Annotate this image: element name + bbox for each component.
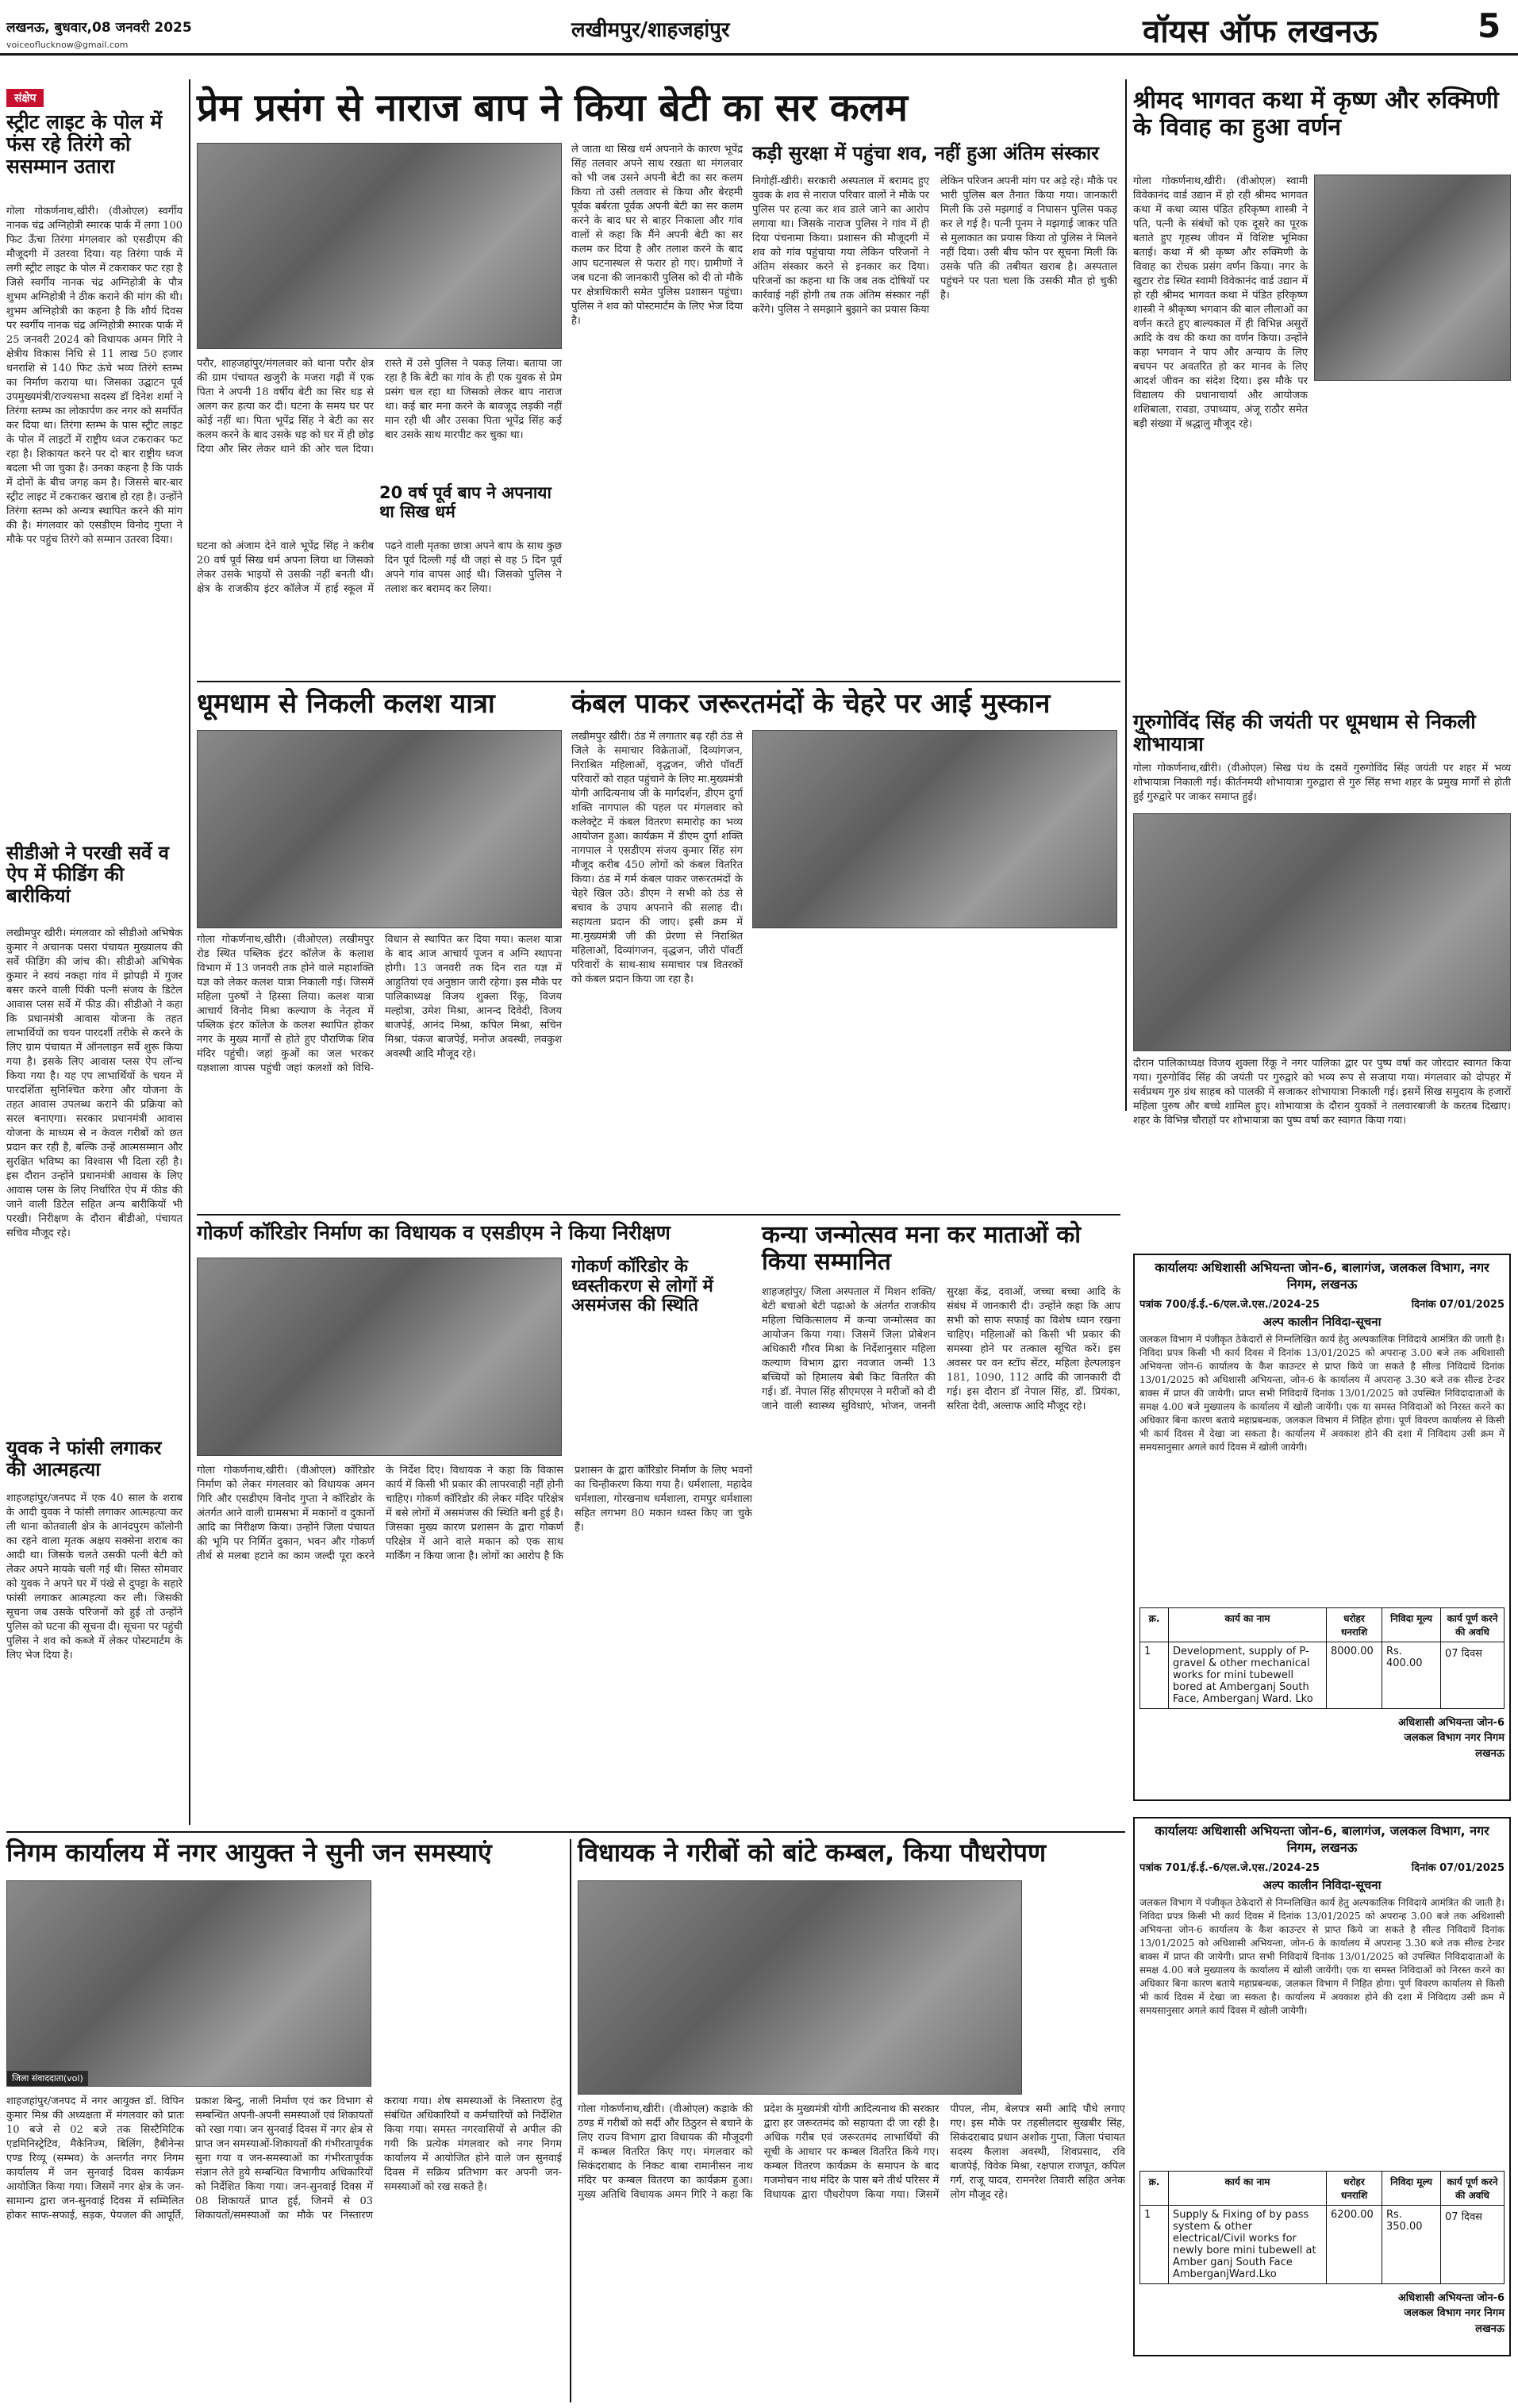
tender2-office: कार्यालयः अधिशासी अभियन्ता जोन-6, बालागंज, जलकल विभाग, नगर निगम, लखनऊ [1155,1823,1489,1855]
tender2-cell-deposit: 6200.00 [1327,2205,1382,2283]
tender2-col-deposit: धरोहर धनराशि [1327,2171,1382,2205]
gurugovind-body2: दौरान पालिकाध्यक्ष विजय शुक्ला रिंकू ने नगर पालिका द्वार पर पुष्प वर्षा कर जोरदार स्वागत किया गया। गुरुगोविंद सिंह की जयंती पर गुरुद्वारे को भव्य रूप से सजाया गया। मंगलवार को दोपहर में सर्वप्रथम गुरु ग्रंथ साहब को पालकी में सजाकर शोभायात्रा निकाली गई। इसमें सिख समुदाय के हजारों महिला पुरुष और बच्चे शामिल हुए। शोभायात्रा के दौरान युवकों ने तलवारबाजी के करतब दिखाए। शहर के विभिन्न चौराहों पर शोभायात्रा का पुष्प वर्षा कर स्वागत किया गया। [1133,1058,1515,1127]
main-headline: प्रेम प्रसंग से नाराज बाप ने किया बेटी का सर कलम [197,86,908,130]
brief2-headline: सीडीओ ने परखी सर्वे व ऐप में फीडिंग की बारीकियां [6,842,169,907]
tender2-cell-period: 07 दिवस [1441,2205,1505,2283]
tender1-col-sn: क्र. [1140,1607,1169,1642]
tender2-cell-sn: 1 [1140,2205,1169,2283]
cremation-body: निगोहीं-खीरी। सरकारी अस्पताल में बरामद हुए युवक के शव से नाराज परिवार वालों ने मौके पर पुलिस पर हत्या कर शव डाले जाने का आरोप लगाया था। जिसके नाराज पुलिस ने गांव में ही दिया पंचनामा किया। प्रशासन की मौजूदगी में शव को गांव पहुंचाया गया लेकिन परिजनों ने अंतिम संस्कार करने से इनकार कर दिया। परिजनों का कहना था कि जब तक दोषियों पर कार्रवाई नहीं होगी तब तक अंतिम संस्कार नहीं करेंगे। पुलिस ने समझाने बुझाने का प्रयास किया लेकिन परिजन अपनी मांग पर अड़े रहे। मौके पर भारी पुलिस बल तैनात किया गया। जानकारी मिली कि उसे मझगाई व निघासन पुलिस पकड़ कर ले गई है। पत्नी पूनम ने मझगाई जाकर पति से मुलाकात का प्रयास किया तो पुलिस ने मिलने नहीं दिया। उसी बीच फोन पर सूचना मिली कि उसके पति की तबीयत खराब है। अस्पताल पहुंचने पर पता चला कि उसकी मौत हो चुकी है। [752,175,1121,316]
tender1-title: अल्प कालीन निविदा-सूचना [1262,1314,1382,1329]
page-number: 5 [1478,6,1501,45]
tender1-cell-work: Development, supply of P-gravel & other mechanical works for mini tubewell bored at Amberganj South Face, Amberganj Ward. Lko [1169,1642,1327,1708]
tender1-col-price: निविदा मूल्य [1382,1607,1441,1642]
mla-blanket-body: गोला गोकर्णनाथ,खीरी। (वीओएल) कड़ाके की ठण्ड में गरीबों को सर्दी और ठिठुरन से बचाने के लिए राज्य विभाग द्वारा विधायक की मौजूदगी में कम्बल वितरित किए गए। मंगलवार को सिकंदराबाद के निकट बाबा रामानीसन नाथ मंदिर पर कम्बल वितरण का कार्यक्रम हुआ। मुख्य अतिथि विधायक अमन गिरि ने कहा कि प्रदेश के मुख्यमंत्री योगी आदित्यनाथ की सरकार द्वारा हर जरूरतमंद को सहायता दी जा रही है। अधिक गरीब एवं जरूरतमंद लाभार्थियों की सूची के आधार पर कम्बल वितरित किये गए। कम्बल वितरण कार्यक्रम के समापन के बाद गजमोचन नाथ मंदिर के पास बने तीर्थ परिसर में विधायक द्वारा पौधरोपण किया गया। जिसमें पीपल, नीम, बेलपत्र समी आदि पौधे लगाए गए। इस मौके पर तहसीलदार सुखबीर सिंह, सिकंदराबाद प्रधान अशोक गुप्ता, जिला पंचायत सदस्य कैलाश अवस्थी, शिवप्रसाद, रवि बाजपेई, विवेक मिश्रा, रक्षपाल राजपूत, कपिल गर्ग, राजू यादव, रामनरेश तिवारी सहित अनेक लोग मौजूद रहे। [578,2103,1129,2201]
tender1-date: दिनांक 07/01/2025 [1411,1298,1505,1311]
main-subhead: 20 वर्ष पूर्व बाप ने अपनाया था सिख धर्म [379,484,562,521]
tender2-col-work: कार्य का नाम [1169,2171,1327,2205]
tender1-col-period: कार्य पूर्ण करने की अवधि [1441,1607,1505,1642]
tender-notice-1 [1133,1254,1511,1801]
section-title: लखीमपुर/शाहजहांपुर [571,18,730,42]
tender2-ref: पत्रांक 701/ई.ई.-6/एल.जे.एस./2024-25 [1139,1861,1320,1874]
tender2-cell-price: Rs. 350.00 [1382,2205,1441,2283]
cremation-headline: कड़ी सुरक्षा में पहुंचा शव, नहीं हुआ अंतिम संस्कार [752,142,1099,164]
tender2-col-sn: क्र. [1140,2171,1169,2205]
gokarn-photo [197,1258,562,1456]
gurugovind-headline: गुरुगोविंद सिंह की जयंती पर धूमधाम से निकली शोभायात्रा [1133,710,1476,755]
table-row [1140,2205,1505,2283]
tender1-cell-price: Rs. 400.00 [1382,1642,1441,1708]
h-divider-2 [197,1214,1120,1216]
mla-blanket-headline: विधायक ने गरीबों को बांटे कम्बल, किया पौधरोपण [578,1838,1047,1868]
tender1-sign2: जलकल विभाग नगर निगम [1404,1732,1505,1745]
gurugovind-body: गोला गोकर्णनाथ,खीरी। (वीओएल) सिख पंथ के दसवें गुरुगोविंद सिंह जयंती पर शहर में भव्य शोभायात्रा निकाली गई। कीर्तनमयी शोभायात्रा गुरुद्वारा से गुरु सिंह सभा शहर के प्रमुख मार्गों से होती हुई गुरुद्वारे पर जाकर समाप्त हुई। [1133,762,1515,803]
nigam-photo [6,1880,371,2087]
brief2-body: लखीमपुर खीरी। मंगलवार को सीडीओ अभिषेक कुमार ने अचानक पसरा पंचायत मुख्यालय की सर्वे फीडिंग की जांच की। सीडीओ अभिषेक कुमार ने स्वयं नकहा गांव में झोपड़ी में गुजर बसर करने वाली पिंकी पत्नी संजय के डिटेल आवास प्लस सर्वे में फीड की। सीडीओ ने कहा कि प्रधानमंत्री आवास योजना के तहत लाभार्थियों का चयन पारदर्शी तरीके से करने के लिए ग्राम पंचायत में ऑनलाइन सर्वे शुरू किया गया है। इसके लिए आवास प्लस ऐप लॉन्च किया गया है। यह एप लाभार्थियों के चयन में पारदर्शिता सुनिश्चित करेगा और योजना के तहत आवास उपलब्ध कराने की प्रक्रिया को सरल बनाएगा। सरकार प्रधानमंत्री आवास योजना के माध्यम से न केवल गरीबों को छत प्रदान कर रही है, बल्कि उन्हें आत्मसम्मान और सुरक्षित भविष्य का विश्वास भी दिला रही है। इस दौरान उन्होंने प्रधानमंत्री आवास के लिए आवास प्लस के लिए निर्धारित ऐप में फीड की जाने वाली डिटेल सहित अन्य बारीकियों भी परखी। निरीक्षण के दौरान बीडीओ, पंचायत सचिव मौजूद रहे। [6,927,186,1239]
tender1-cell-period: 07 दिवस [1441,1642,1505,1708]
tender1-cell-deposit: 8000.00 [1327,1642,1382,1708]
bottom-divider [570,1839,571,2402]
date-line: लखनऊ, बुधवार,08 जनवरी 2025 [6,20,192,36]
main-body: परौर, शाहजहांपुर/मंगलवार को थाना परौर क्षेत्र की ग्राम पंचायत खजुरी के मजरा गढ़ी में एक पिता ने अपनी 18 वर्षीय बेटी का सिर धड़ से अलग कर हत्या कर दी। घटना के समय घर पर कोई नहीं था। पिता भूपेंद्र सिंह ने बेटी का सर कलम करने के बाद उसके धड़ को घर में ही छोड़ दिया और सिर लेकर थाने की ओर चल दिया। रास्ते में उसे पुलिस ने पकड़ लिया। बताया जा रहा है कि बेटी का गांव के ही एक युवक से प्रेम प्रसंग चल रहा था जिसको लेकर बाप नाराज था। कई बार मना करने के बावजूद लड़की नहीं मान रही थी और उसका पिता भूपेंद्र सिंह कई बार उसके साथ मारपीट कर चुका था। [197,358,566,455]
tender2-body: जलकल विभाग में पंजीकृत ठेकेदारों से निम्नलिखित कार्य हेतु अल्पकालिक निविदाये आमंत्रित की जाती है। निविदा प्रपत्र किसी भी कार्य दिवस में दिनांक 13/01/2025 को अपरान्ह 3.00 बजे तक अधिशासी अभियन्ता जोन-6 कार्यालय के कैश काउन्टर से प्राप्त किये जा सकते है सील्ड निविदायें दिनांक 13/01/2025 को अधिशासी अभियन्ता, जोन-6 के कार्यालय में अपरान्ह 3.30 बजे तक सील्ड टेन्डर बाक्स में प्राप्त की जायेगी। प्राप्त सभी निविदायें दिनांक 13/01/2025 को उपस्थित निविदादाताओं के समक्ष 4.00 बजे मुख्यालय के कार्यालय में खोली जायेंगी। एक या समस्त निविदाओं को निरस्त करने का अधिकार बिना कारण बताये महाप्रबन्धक, जलकल विभाग में निहित होगा। पूर्ण विवरण कार्यालय से किसी भी कार्य दिवस में देखा जा सकता है। कार्यालय में अवकाश होने की दशा में निविदाय उसी क्रम में समयसानुसार अगले कार्य दिवस में खोली जायेगी। [1139,1896,1508,2016]
column-divider [189,79,190,1825]
shrimad-photo [1314,175,1511,381]
tender1-body: जलकल विभाग में पंजीकृत ठेकेदारों से निम्नलिखित कार्य हेतु अल्पकालिक निविदाये आमंत्रित की जाती है। निविदा प्रपत्र किसी भी कार्य दिवस में दिनांक 13/01/2025 को अपरान्ह 3.00 बजे तक अधिशासी अभियन्ता जोन-6 कार्यालय के कैश काउन्टर से प्राप्त किये जा सकते है सील्ड निविदायें दिनांक 13/01/2025 को अधिशासी अभियन्ता, जोन-6 के कार्यालय में अपरान्ह 3.30 बजे तक सील्ड टेन्डर बाक्स में प्राप्त की जायेगी। प्राप्त सभी निविदायें दिनांक 13/01/2025 को उपस्थित निविदादाताओं के समक्ष 4.00 बजे मुख्यालय के कार्यालय में खोली जायेंगी। एक या समस्त निविदाओं को निरस्त करने का अधिकार बिना कारण बताये महाप्रबन्धक, जलकल विभाग में निहित होगा। पूर्ण विवरण कार्यालय से किसी भी कार्य दिवस में देखा जा सकता है। कार्यालय में अवकाश होने की दशा में निविदाय उसी क्रम में समयसानुसार अगले कार्य दिवस में खोली जायेगी। [1139,1333,1508,1453]
main-body2: घटना को अंजाम देने वाले भूपेंद्र सिंह ने करीब 20 वर्ष पूर्व सिख धर्म अपना लिया था जिसको लेकर उसके भाइयों से उसकी नहीं बनती थी। क्षेत्र के राजकीय इंटर कॉलेज में हाई स्कूल में पढ़ने वाली मृतका छात्रा अपने बाप के साथ कुछ दिन पूर्व दिल्ली गई थी जहां से वह 5 दिन पूर्व अपने गांव वापस आई थी। जिसको पुलिस ने तलाश कर बरामद कर लिया। [197,540,566,595]
brief3-body: शाहजहांपुर/जनपद में एक 40 साल के शराब के आदी युवक ने फांसी लगाकर आत्महत्या कर ली थाना कोतवाली क्षेत्र के आनंदपुरम कॉलोनी का रहने वाला मृतक अक्षय सक्सेना शराब का आदी था। जिसके चलते उसकी पत्नी बेटी को लेकर अपने मायके चली गई थी। सिस्त सोमवार को युवक ने अपने घर में पंखे से दुपट्टा के सहारे फांसी लगाकर आत्महत्या कर ली। जिसकी सूचना जब उसके परिजनों को हुई तो उन्होंने पुलिस को घटना की सूचना दी। सूचना पर पहुंची पुलिस ने शव को कब्जे में लेकर पोस्टमार्टम के लिए भेज दिया है। [6,1492,186,1661]
masthead [0,0,1518,56]
tender2-sign1: अधिशासी अभियन्ता जोन-6 [1397,2291,1505,2304]
email: voiceoflucknow@gmail.com [6,40,129,50]
paper-name: वॉयस ऑफ लखनऊ [1143,13,1378,50]
brief3-headline: युवक ने फांसी लगाकर की आत्महत्या [6,1437,162,1481]
brief-label: संक्षेप [6,89,44,107]
h-divider-3 [6,1831,1125,1833]
shrimad-headline: श्रीमद भागवत कथा में कृष्ण और रुक्मिणी के विवाह का हुआ वर्णन [1133,86,1499,141]
tender1-office: कार्यालयः अधिशासी अभियन्ता जोन-6, बालागंज, जलकल विभाग, नगर निगम, लखनऊ [1155,1260,1489,1292]
kalash-body: गोला गोकर्णनाथ,खीरी। (वीओएल) लखीमपुर रोड स्थित पब्लिक इंटर कॉलेज के कलाश विभाग में 13 जनवरी तक होने वाले महाशक्ति यज्ञ को लेकर कलश यात्रा निकाली गई। जिसमें महिला पुरुषों ने हिस्सा लिया। कलश यात्रा आचार्य विनोद मिश्रा कल्याण के नेतृत्व में पब्लिक इंटर कॉलेज के कलश स्थापित होकर नगर के मुख्य मार्गों से होते हुए पौराणिक शिव मंदिर पहुंची। जहां कुओं का जल भरकर यज्ञशाला वापस पहुंची जहां कलशों को विधि-विधान से स्थापित कर दिया गया। कलश यात्रा के बाद आज आचार्य पूजन व अग्नि स्थापना होगी। 13 जनवरी तक दिन रात यज्ञ में आहुतियां एवं अनुष्ठान जारी रहेगा। इस मौके पर पालिकाध्यक्ष विजय शुक्ला रिंकू, विजय मल्होत्रा, उमेश मिश्रा, आनन्द दिवेदी, विजय बाजपेई, आनंद मिश्रा, कपिल मिश्रा, सचिन मिश्रा, पंकज बाजपेई, मनोज अवस्थी, लवकुश अवस्थी आदि मौजूद रहे। [197,934,566,1074]
tender2-col-period: कार्य पूर्ण करने की अवधि [1441,2171,1505,2205]
tender1-col-deposit: धरोहर धनराशि [1327,1607,1382,1642]
tender2-sign2: जलकल विभाग नगर निगम [1404,2307,1505,2320]
gokarn-body: गोला गोकर्णनाथ,खीरी। (वीओएल) कॉरिडोर निर्माण को लेकर मंगलवार को विधायक अमन गिरि और एसडीएम विनोद गुप्ता ने कॉरिडोर के अंतर्गत आने वाली ग्रामसभा में मकानों व दुकानों आदि का निरीक्षण किया। उन्होंने जिला पंचायत की भूमि पर निर्मित दुकान, भवन और गोकर्ण तीर्थ से मलबा हटाने का काम जल्दी पूरा करने के निर्देश दिए। विधायक ने कहा कि विकास कार्य में किसी भी प्रकार की लापरवाही नहीं होनी चाहिए। गोकर्ण कॉरिडोर की लेकर मंदिर परिक्षेत्र में बसे लोगों में असमंजस की स्थिति बनी हुई है। जिसका मुख्य कारण प्रशासन के द्वारा गोकर्ण परिक्षेत्र में आने वाले मकान को एक साथ मार्किंग न किया जाना है। लोगों का आरोप है कि प्रशासन के द्वारा कॉरिडोर निर्माण के लिए भवनों का चिन्हीकरण किया गया है। धर्मशाला, महादेव धर्मशाला, गोरखनाथ धर्मशाला, रामपुर धर्मशाला सहित लगभग 80 मकान ध्वस्त किए जा चुके हैं। [197,1465,756,1562]
brief-body: गोला गोकर्णनाथ,खीरी। (वीओएल) स्वर्गीय नानक चंद्र अग्निहोत्री स्मारक पार्क में लगा 100 फिट ऊँचा तिरंगा मंगलवार को एसडीएम की मौजूदगी में उतरवा दिया। यह तिरंगा पार्क में लगी स्ट्रीट लाइट के पोल में टकराकर फट रहा है जिसे स्वर्गीय नानक चंद्र अग्निहोत्री के पौत्र शुभम अग्निहोत्री ने ठीक कराने की मांग की थी। शुभम अग्निहोत्री का कहना है कि शौर्य दिवस पर स्वर्गीय नानक चंद्र अग्निहोत्री स्मारक पार्क में 25 जनवरी 2024 को विधायक अमन गिरि ने क्षेत्रीय विकास निधि से 11 लाख 50 हजार धनराशि से 140 फिट ऊंचे भव्य तिरंगे स्तम्भ का निर्माण कराया था। जिसका उद्घाटन पूर्व उपमुख्यमंत्री/राज्यसभा सदस्य डॉ दिनेश शर्मा ने तिरंगा स्तम्भ का लोकार्पण कर नगर को समर्पित कर दिया था। तिरंगा स्तम्भ के पास स्ट्रीट लाइट के पोल में लाइटों में राष्ट्रीय ध्वज टकराकर फट रहा है। शिकायत करने पर दो बार राष्ट्रीय ध्वज बदला भी जा चुका है। उनका कहना है कि पार्क में दोनों के बीच जगह कम है। जिससे बार-बार स्ट्रीट लाइट में टकराकर खराब हो रहा है। उन्होंने तिरंगा स्तम्भ को अन्यत्र स्थापित करने की मांग की है। मंगलवार को एसडीएम विनोद गुप्ता ने मौके पर पहुंच तिरंगे को सम्मान उतरवा दिया। [6,205,186,546]
gokarn-headline: गोकर्ण कॉरिडोर निर्माण का विधायक व एसडीएम ने किया निरीक्षण [197,1221,671,1244]
table-row [1140,1642,1505,1708]
kalash-photo [197,730,562,928]
tender2-sign3: लखनऊ [1475,2322,1505,2335]
tender2-col-price: निविदा मूल्य [1382,2171,1441,2205]
main-photo [197,143,562,349]
kanya-body: शाहजहांपुर/ जिला अस्पताल में मिशन शक्ति/बेटी बचाओ बेटी पढ़ाओ के अंतर्गत राजकीय महिला चिकित्सालय में कन्या जन्मोत्सव का आयोजन किया गया। जिसमें जिला प्रोबेशन अधिकारी गौरव मिश्रा के निर्देशानुसार महिला कल्याण विभाग द्वारा नवजात जन्मी 13 बच्चियों को हिमालय बेबी किट वितरित की गई। डॉ. नेपाल सिंह सीएमएस ने मरीजों को दी जाने वाली स्वास्थ्य सुविधाएं, भोजन, जननी सुरक्षा केंद्र, दवाओं, जच्चा बच्चा आदि के संबंध में जानकारी दी। उन्होंने कहा कि आप सभी को साफ सफाई का विशेष ध्यान रखना चाहिए। महिलाओं को किसी भी प्रकार की समस्या होने पर तत्काल सूचित करें। इस अवसर पर वन स्टॉप सेंटर, महिला हेल्पलाइन 181, 1090, 112 आदि की जानकारी दी गई। इस दौरान डॉ नेपाल सिंह, डॉ. प्रियंका, सरिता देवी, अल्ताफ आदि मौजूद रहे। [762,1286,1124,1412]
nigam-photo-caption: जिला संवाददाता(vol) [7,2071,88,2086]
nigam-headline: निगम कार्यालय में नगर आयुक्त ने सुनी जन समस्याएं [6,1838,492,1868]
blanket-body: लखीमपुर खीरी। ठंड में लगातार बढ़ रही ठंड से जिले के समाचार विक्रेताओं, दिव्यांगजन, निराश्रित महिलाओं, वृद्धजन, जीरो पॉवर्टी परिवारों को राहत पहुंचाने के लिए मा.मुख्यमंत्री योगी आदित्यनाथ जी के मार्गदर्शन, डीएम दुर्गा शक्ति नागपाल की पहल पर मंगलवार को कलेक्ट्रेट में कंबल वितरण समारोह का भव्य आयोजन हुआ। कार्यक्रम में डीएम दुर्गा शक्ति नागपाल ने एसडीएम संजय कुमार सिंह संग मौजूद करीब 450 लोगों को कंबल वितरित किया। ठंड में गर्म कंबल पाकर जरूरतमंदों के चेहरे खिल उठे। डीएम ने सभी को ठंड से बचाव के उपाय अपनाने की सलाह दी। सहायता प्रदान की जाए। इसी क्रम में मा.मुख्यमंत्री जी की प्रेरणा से निराश्रित महिलाओं, दिव्यांगजन, वृद्धजन, जीरो पॉवर्टी परिवारों के साथ-साथ समाचार पत्र वितरकों को कंबल प्रदान किया जा रहा है। [571,731,747,985]
tender1-cell-sn: 1 [1140,1642,1169,1708]
tender1-ref: पत्रांक 700/ई.ई.-6/एल.जे.एस./2024-25 [1139,1298,1320,1311]
mla-blanket-photo [578,1880,1022,2095]
tender2-date: दिनांक 07/01/2025 [1411,1861,1505,1874]
tender1-sign3: लखनऊ [1475,1747,1505,1760]
main-body3: ले जाता था सिख धर्म अपनाने के कारण भूपेंद्र सिंह तलवार अपने साथ रखता था मंगलवार को भी जब उसने अपनी बेटी का सर कलम किया तो उसी तलवार से किया और बेरहमी पूर्वक बर्बरता पूर्वक अपनी बेटी का सर कलम करने के बाद घर से बाहर निकाला और गांव वालों से कहा कि मैंने अपनी बेटी का सर कलम कर दिया है और तलाश करने के बाद आप घटनास्थल से फरार हो गए। ग्रामीणों ने जब घटना की जानकारी पुलिस को दी तो मौके पर क्षेत्राधिकारी समेत पुलिस प्रशासन पहुंचा। पुलिस ने शव को पोस्टमार्टम के लिए भेज दिया है। [571,144,747,327]
kanya-headline: कन्या जन्मोत्सव मना कर माताओं को किया सम्मानित [762,1221,1082,1276]
brief-headline: स्ट्रीट लाइट के पोल में फंस रहे तिरंगे को ससम्मान उतारा [6,110,163,178]
blanket-headline: कंबल पाकर जरूरतमंदों के चेहरे पर आई मुस्कान [571,688,1051,720]
gokarn-subhead: गोकर्ण कॉरिडोर के ध्वस्तीकरण से लोगों में असमंजस की स्थिति [571,1257,713,1316]
tender2-title: अल्प कालीन निविदा-सूचना [1262,1877,1382,1892]
tender1-table [1139,1607,1505,1709]
right-divider [1125,79,1127,1111]
tender2-cell-work: Supply & Fixing of by pass system & other electrical/Civil works for newly bore mini tubewell at Amber ganj South Face AmberganjWard.Lko [1169,2205,1327,2283]
nigam-body: शाहजहांपुर/जनपद में नगर आयुक्त डॉ. विपिन कुमार मिश्र की अध्यक्षता में मंगलवार को प्रातः 10 बजे से 02 बजे तक सिस्टैमिटिक एडमिनिस्ट्रेटिव, मैकेनिज्म, बिलिंग, हैबीनेन्स एण्ड रिव्यू (सम्भव) के अन्तर्गत नगर निगम कार्यालय में जन सुनवाई दिवस कार्यक्रम आयोजित किया गया। जिसमें नगर क्षेत्र के जन-सामान्य द्वारा जन-सुनवाई दिवस में सम्मिलित होकर साफ-सफाई, सड़क, पेयजल की आपूर्ति, प्रकाश बिन्दु, नाली निर्माण एवं कर विभाग से सम्बन्धित अपनी-अपनी समस्याओं एवं शिकायतों को रखा गया। जन सुनवाई दिवस में नगर क्षेत्र से प्राप्त जन समस्याओं-शिकायतों की गंभीरतापूर्वक सुना गया व जन-समस्याओं का गंभीरतापूर्वक संज्ञान लेते हुये सम्बन्धित विभागीय अधिकारियों को निर्देशित किया गया। जन-सुनवाई दिवस में 08 शिकायतें प्राप्त हुई, जिनमें से 03 शिकायतों/समस्याओं का मौके पर निस्तारण कराया गया। शेष समस्याओं के निस्तारण हेतु संबंधित अधिकारियों व कर्मचारियों को निर्देशित किया गया। समस्त नगरवासियों से अपील की गयी कि प्रत्येक मंगलवार को नगर निगम कार्यालय में आयोजित होने वाले जन सुनवाई दिवस में सक्रिय प्रतिभाग कर अपनी जन-समस्याओं को रख सकते है। [6,2095,566,2222]
h-divider-1 [197,681,1120,682]
tender1-col-work: कार्य का नाम [1169,1607,1327,1642]
gurugovind-photo [1133,813,1511,1051]
shrimad-body: गोला गोकर्णनाथ,खीरी। (वीओएल) स्वामी विवेकानंद वार्ड उद्यान में हो रही श्रीमद भागवत कथा में कथा व्यास पंडित हरिकृष्ण शास्त्री ने पति, पत्नी के संबंधों को एक दूसरे का पूरक बताते हुए गृहस्थ जीवन में विशिष्ट भूमिका बताई। कथा में श्री कृष्ण और रुक्मिणी के विवाह का रोचक प्रसंग वर्णन किया। नगर के खुटार रोड स्थित स्वामी विवेकानंद वार्ड उद्यान में हो रही श्रीमद भागवत कथा में पंडित हरिकृष्ण शास्त्री ने श्रीकृष्ण भगवान की बाल लीलाओं का वर्णन करते हुए बाल्यकाल में ही विभिन्न असुरों आदि के वध की कथा का वर्णन किया। उन्होंने कहा भगवान ने पाप और अन्याय के लिए बचपन पर अवतरित हो कर मानव के लिए आदर्श जीवन का संदेश दिया। इस मौके पर विद्यालय की प्रधानाचार्या और आयोजक शशिबाला, रावडा, उपाध्याय, अंजू राठौर समेत बड़ी संख्या में श्रद्धालु मौजूद रहे। [1133,175,1312,430]
tender1-sign1: अधिशासी अभियन्ता जोन-6 [1397,1716,1505,1729]
tender-notice-2 [1133,1817,1511,2356]
tender2-table [1139,2171,1505,2284]
blanket-photo [752,730,1117,928]
kalash-headline: धूमधाम से निकली कलश यात्रा [197,688,495,720]
